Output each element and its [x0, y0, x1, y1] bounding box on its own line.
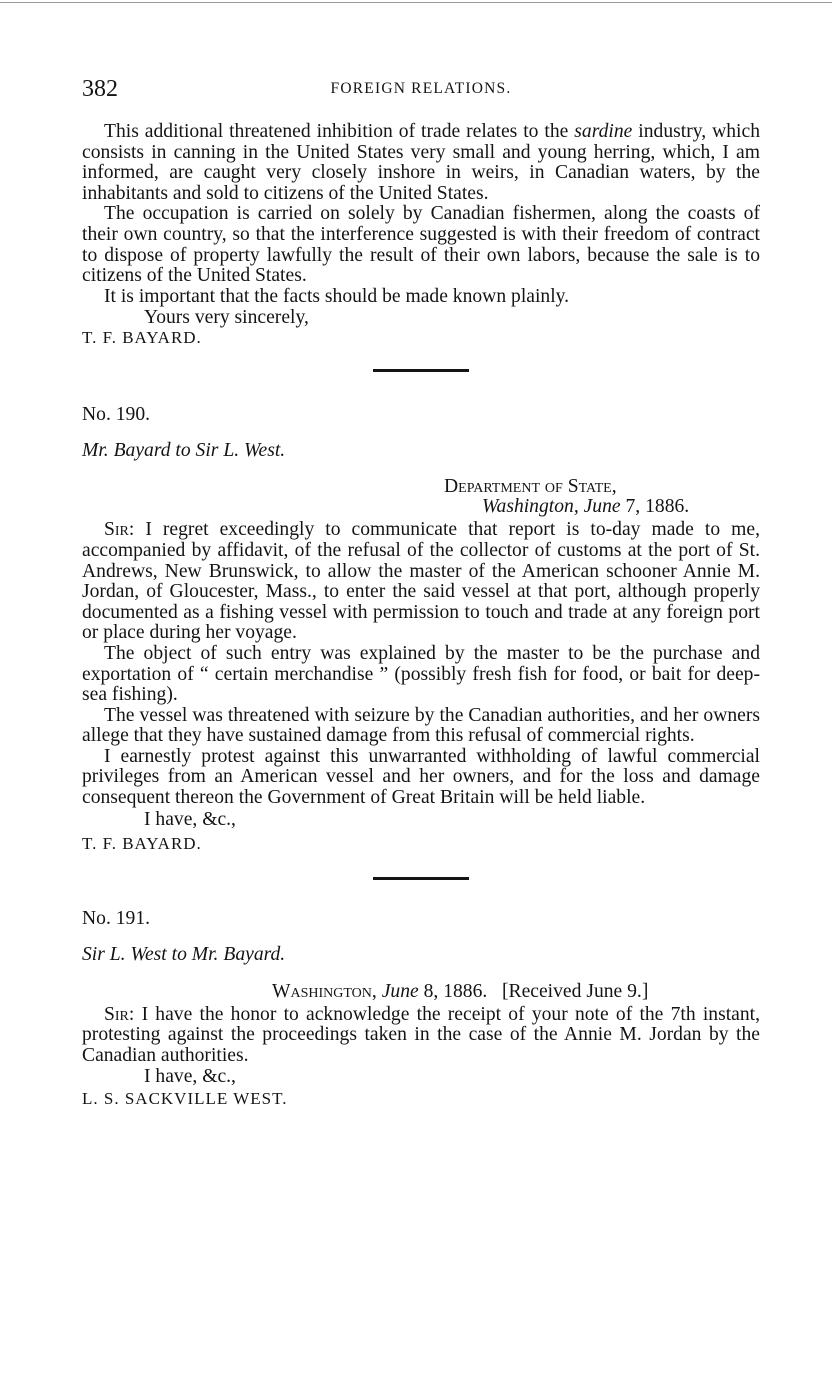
paragraph: I earnestly protest against this unwarranted withholding of lawful commercial privileges from an American vessel and her owners, and for the loss and damage consequent thereon the Government of Great Britain will be held liable. — [82, 745, 760, 809]
running-title: FOREIGN RELATIONS. — [330, 80, 512, 97]
signature: T. F. BAYARD. — [82, 833, 202, 853]
paragraph: This additional threatened inhibition of trade relates to the sardine industry, which consists in canning in the United States very small and young herring, which, I am informed, are caught very closely inshore in weirs, in Canadian waters, by the inhabitants and sold to citizens of the United States. — [82, 121, 760, 204]
paragraph: The object of such entry was explained by the master to be the purchase and exportation of “ certain merchandise ” (possibly fresh fish for food, or bait for deep-sea fishing). — [82, 642, 760, 706]
document-191 — [82, 908, 760, 1112]
dateline: Washington, June 8, 1886. [Received June 9.] — [272, 980, 649, 1002]
salutation: Sir — [104, 1003, 129, 1025]
closing: I have, &c., — [144, 1066, 236, 1088]
section-rule — [373, 877, 469, 880]
salutation: Sir — [104, 519, 129, 541]
dateline: Department of State, — [444, 476, 617, 498]
paragraph: The occupation is carried on solely by Canadian fishermen, along the coasts of their own country, so that the interference suggested is with their freedom of contract to dispose of property lawfully the result of their own labors, because the sale is to citizens of the United States. — [82, 203, 760, 287]
document-page — [82, 72, 760, 1111]
paragraph: The vessel was threatened with seizure by the Canadian authorities, and her owners allege that they have sustained damage from this refusal of commercial rights. — [82, 704, 760, 747]
closing: Yours very sincerely, — [144, 307, 309, 329]
document-title: Sir L. West to Mr. Bayard. — [82, 943, 286, 965]
section-rule — [373, 369, 469, 372]
letter-continuation — [82, 122, 760, 350]
document-number: No. 191. — [82, 907, 151, 929]
paragraph: It is important that the facts should be made known plainly. — [104, 285, 570, 307]
signature: L. S. SACKVILLE WEST. — [82, 1089, 288, 1109]
document-number: No. 190. — [82, 404, 151, 426]
signature: T. F. BAYARD. — [82, 328, 202, 348]
page-header — [82, 72, 760, 106]
paragraph: Sir: I have the honor to acknowledge the receipt of your note of the 7th instant, protesting against the proceedings taken in the case of the Annie M. Jordan by the Canadian authorities. — [82, 1003, 760, 1066]
closing: I have, &c., — [144, 808, 236, 830]
dateline: Washington, June 7, 1886. — [482, 496, 690, 518]
italic-term: sardine — [574, 121, 633, 142]
received-note: [Received June 9.] — [502, 980, 649, 1002]
paragraph: Sir: I regret exceedingly to communicate that report is to-day made to me, accompanied by affidavit, of the refusal of the collector of customs at the port of St. Andrews, New Brunswick, to allow the master of the American schooner Annie M. Jordan, of Gloucester, Mass., to enter the said vessel at that port, although properly documented as a fishing vessel with permission to touch and trade at any foreign port or place during her voyage. — [82, 519, 760, 644]
document-190 — [82, 404, 760, 855]
document-title: Mr. Bayard to Sir L. West. — [82, 440, 286, 462]
page-number: 382 — [82, 76, 118, 102]
page-edge-line — [0, 2, 832, 3]
